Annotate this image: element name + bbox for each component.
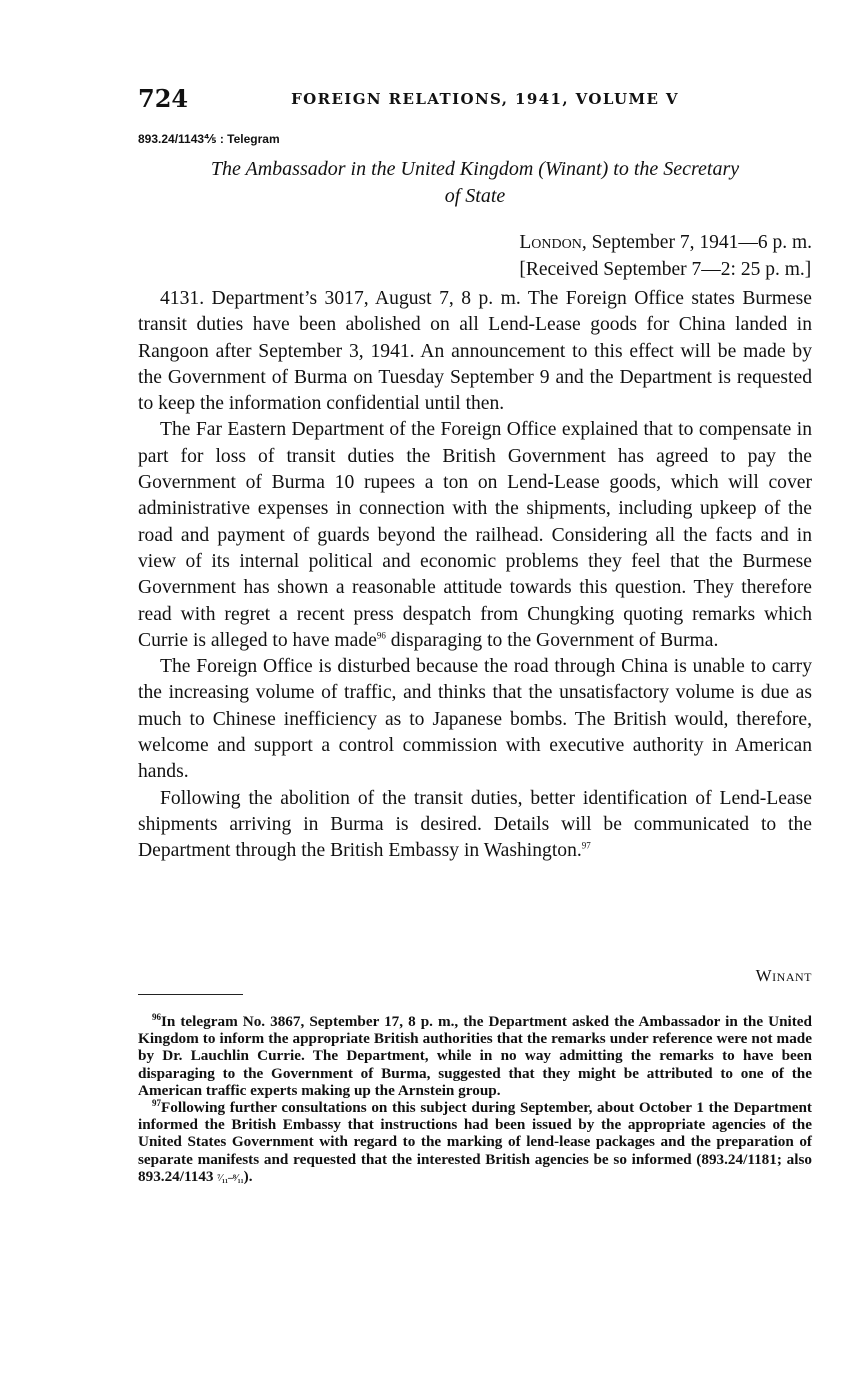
footnote-marker-96: 96: [376, 630, 386, 641]
footnote-divider: [138, 994, 243, 995]
dateline: [519, 229, 812, 283]
paragraph-2-text: The Far Eastern Department of the Foreign Office explained that to compensate in part for loss of transit duties the British Government has agreed to pay the Government of Burma 10 rupees a ton on Lend-Lease goods, which will cover administrative expenses in connection with the shipments, including upkeep of the road and payment of guards beyond the railhead. Considering all the facts and in view of its internal political and economic problems they feel that the Burmese Government has shown a reasonable attitude towards this question. They therefore read with regret a recent press despatch from Chungking quoting remarks which Currie is alleged to have made: [138, 419, 812, 651]
footnote-number: 97: [152, 1097, 161, 1108]
signature: Winant: [755, 966, 812, 985]
footnote-text-end: ).: [243, 1167, 253, 1185]
footnote-text: In telegram No. 3867, September 17, 8 p. m., the Department asked the Ambassador in the United Kingdom to inform the appropriate British authorities that the remarks under reference were not made by Dr. Lauchlin Currie. The Department, while in no way admitting the remarks to have been disparaging to the Government of Burma, suggested that they might be attributed to one of the American traffic experts making up the Arnstein group.: [138, 1013, 812, 1099]
date-sent: , September 7, 1941—6 p. m.: [581, 232, 812, 253]
title-line-1: The Ambassador in the United Kingdom (Winant) to the Secretary: [210, 158, 740, 180]
paragraph-3: The Foreign Office is disturbed because the road through China is unable to carry the increasing volume of traffic, and thinks that the unsatisfactory volume is due as much to Chinese inefficiency as to Japanese bombs. The British would, therefore, welcome and support a control commission with executive authority in American hands.: [138, 656, 812, 783]
fraction-glyph: ⁷⁄₁₁–⁸⁄₁₁: [217, 1172, 244, 1184]
place-name: London: [519, 232, 582, 253]
paragraph-2-end: disparaging to the Government of Burma.: [390, 629, 719, 651]
paragraph-2: [138, 417, 812, 654]
paragraph-1: 4131. Department’s 3017, August 7, 8 p. m. The Foreign Office states Burmese transit duties have been abolished on all Lend-Lease goods for China landed in Rangoon after September 3, 1941. An announcement to this effect will be made by the Government of Burma on Tuesday September 9 and the Department is requested to keep the information confidential until then.: [138, 288, 812, 415]
footnotes: [138, 1013, 812, 1187]
document-title: [138, 156, 812, 210]
footnote-text: Following further consultations on this subject during September, about October 1 the Department informed the British Embassy that instructions had been issued by the appropriate agencies of the United States Government with regard to the marking of lend-lease packages and the preparation of separate manifests and requested that the interested British agencies be so informed (893.24/1181; also 893.24/1143: [138, 1099, 812, 1185]
paragraph-4: [138, 786, 812, 865]
date-received: [Received September 7—2: 25 p. m.]: [519, 259, 812, 280]
date-sent-line: [519, 229, 812, 256]
running-header: [138, 84, 812, 118]
page-number: 724: [138, 84, 189, 113]
footnote-96: [138, 1013, 812, 1099]
paragraph-4-text: Following the abolition of the transit duties, better identification of Lend-Lease shipments arriving in Burma is desired. Details will be communicated to the Department through the British Embassy in Washington.: [138, 787, 812, 862]
title-line-2: of State: [444, 185, 506, 207]
telegram-body: [138, 286, 812, 865]
footnote-number: 96: [152, 1011, 161, 1022]
footnote-97: [138, 1099, 812, 1187]
footnote-marker-97: 97: [581, 840, 591, 851]
file-reference: 893.24/1143⅘ : Telegram: [138, 132, 280, 146]
journal-title: FOREIGN RELATIONS, 1941, VOLUME V: [291, 90, 679, 108]
